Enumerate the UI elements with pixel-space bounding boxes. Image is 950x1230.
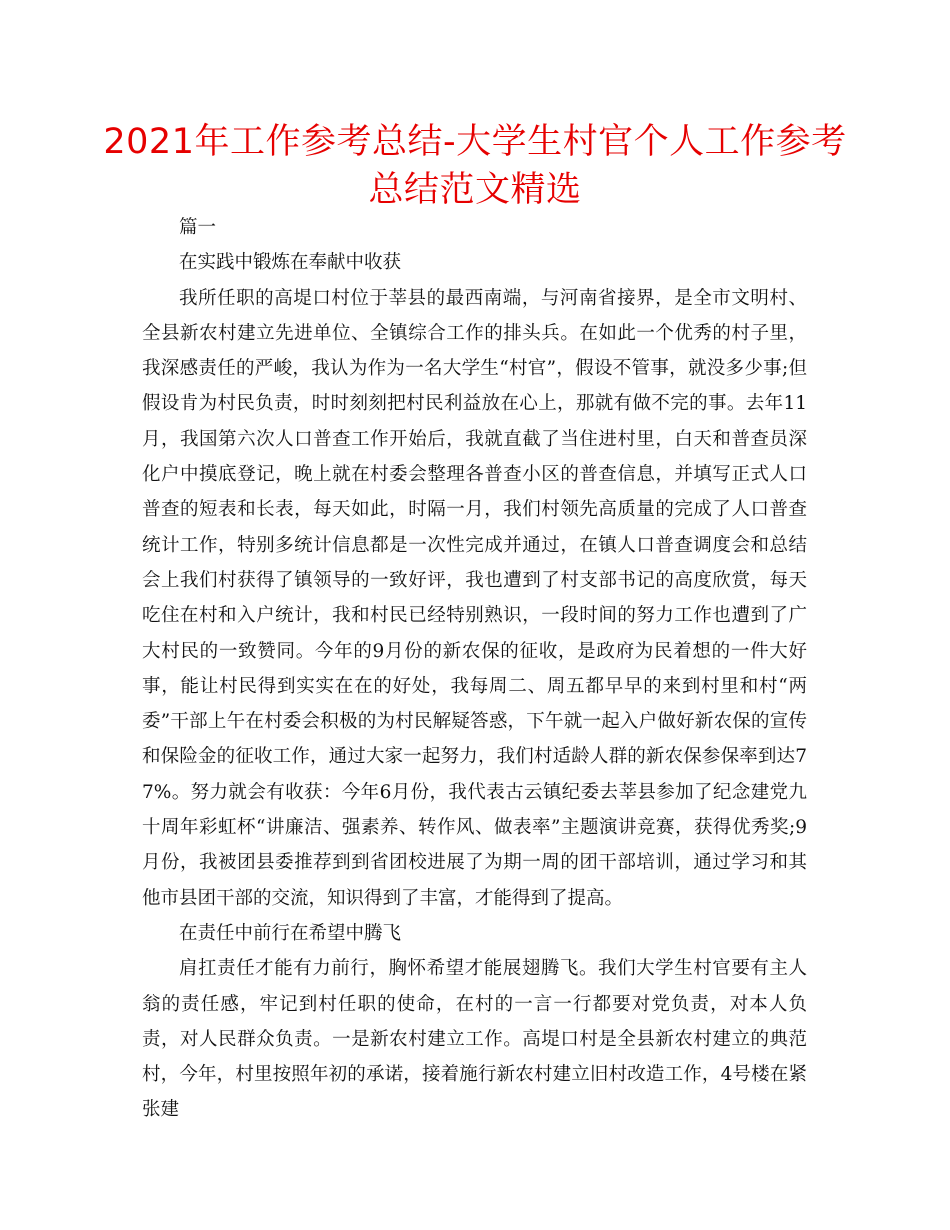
section-label: 篇一	[179, 217, 217, 238]
section-heading: 在责任中前行在希望中腾飞	[179, 922, 402, 944]
body-paragraph: 肩扛责任才能有力前行，胸怀希望才能展翅腾飞。我们大学生村官要有主人翁的责任感，牢记到村任职的使命，在村的一言一行都要对党负责，对本人负责，对人民群众负责。一是新农村建立工作。高堤口村是全县新农村建立的典范村，今年，村里按照年初的承诺，接着施行新农村建立旧村改造工作，4号楼在紧张建	[142, 958, 807, 1121]
section-heading: 在实践中锻炼在奉献中收获	[179, 252, 402, 274]
body-paragraph: 我所任职的高堤口村位于莘县的最西南端，与河南省接界，是全市文明村、全县新农村建立先进单位、全镇综合工作的排头兵。在如此一个优秀的村子里，我深感责任的严峻，我认为作为一名大学生“村官”，假设不管事，就没多少事;但假设肯为村民负责，时时刻刻把村民利益放在心上，那就有做不完的事。去年11月，我国第六次人口普查工作开始后，我就直截了当住进村里，白天和普查员深化户中摸底登记，晚上就在村委会整理各普查小区的普查信息，并填写正式人口普查的短表和长表，每天如此，时隔一月，我们村领先高质量的完成了人口普查统计工作，特别多统计信息都是一次性完成并通过，在镇人口普查调度会和总结会上我们村获得了镇领导的一致好评，我也遭到了村支部书记的高度欣赏，每天吃住在村和入户统计，我和村民已经特别熟识，一段时间的努力工作也遭到了广大村民的一致赞同。今年的9月份的新农保的征收，是政府为民着想的一件大好事，能让村民得到实实在在的好处，我每周二、周五都早早的来到村里和村“两委”干部上午在村委会积极的为村民解疑答惑，下午就一起入户做好新农保的宣传和保险金的征收工作，通过大家一起努力，我们村适龄人群的新农保参保率到达77%。努力就会有收获：今年6月份，我代表古云镇纪委去莘县参加了纪念建党九十周年彩虹杯“讲廉洁、强素养、转作风、做表率”主题演讲竞赛，获得优秀奖;9月份，我被团县委推荐到到省团校进展了为期一周的团干部培训，通过学习和其他市县团干部的交流，知识得到了丰富，才能得到了提高。	[142, 287, 807, 909]
document-body	[142, 210, 807, 1128]
document-title: 2021年工作参考总结-大学生村官个人工作参考总结范文精选	[103, 122, 847, 210]
